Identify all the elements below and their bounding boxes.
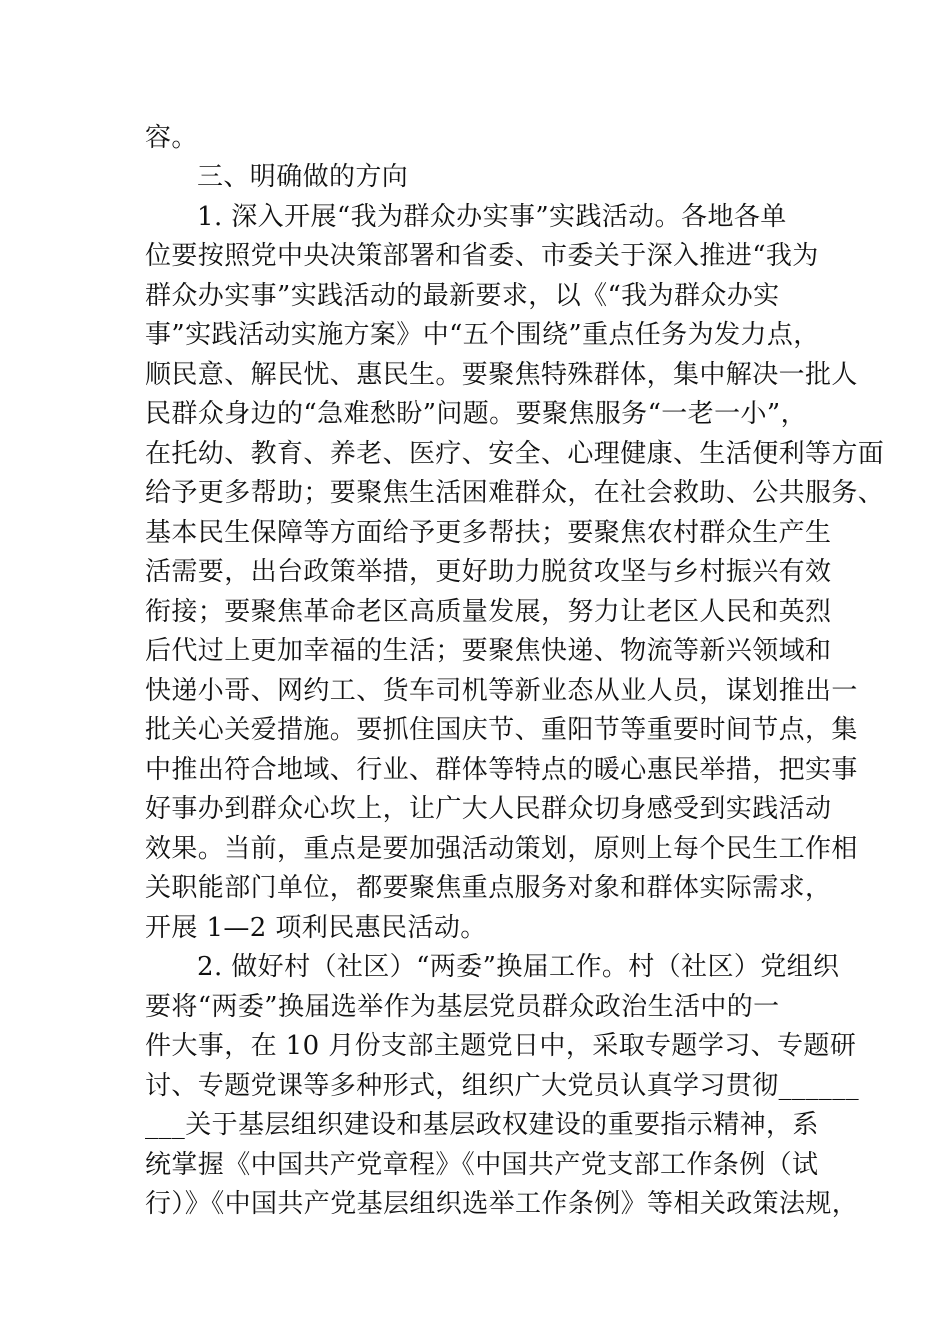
text-line: 容。 — [145, 123, 198, 153]
section-heading: 三、明确做的方向 — [197, 162, 409, 192]
text-line: 行）》《中国共产党基层组织选举工作条例》等相关政策法规， — [145, 1189, 859, 1219]
text-line: ___关于基层组织建设和基层政权建设的重要指示精神，系 — [145, 1110, 819, 1140]
text-line: 活需要，出台政策举措，更好助力脱贫攻坚与乡村振兴有效 — [145, 557, 832, 587]
text-line: 位要按照党中央决策部署和省委、市委关于深入推进“我为 — [145, 241, 819, 271]
text-line: 2. 做好村（社区）“两委”换届工作。村（社区）党组织 — [197, 952, 840, 982]
text-line: 1. 深入开展“我为群众办实事”实践活动。各地各单 — [197, 202, 787, 232]
text-line: 中推出符合地域、行业、群体等特点的暖心惠民举措，把实事 — [145, 755, 858, 785]
text-line: 快递小哥、网约工、货车司机等新业态从业人员，谋划推出一 — [145, 676, 858, 706]
text-line: 基本民生保障等方面给予更多帮扶；要聚焦农村群众生产生 — [145, 518, 832, 548]
text-line: 事”实践活动实施方案》中“五个围绕”重点任务为发力点， — [145, 320, 820, 350]
text-line: 批关心关爱措施。要抓住国庆节、重阳节等重要时间节点，集 — [145, 715, 858, 745]
text-line: 开展 1—2 项利民惠民活动。 — [145, 913, 487, 943]
text-line: 群众办实事”实践活动的最新要求，以《“我为群众办实 — [145, 281, 780, 311]
text-line: 在托幼、教育、养老、医疗、安全、心理健康、生活便利等方面 — [145, 439, 885, 469]
text-line: 顺民意、解民忧、惠民生。要聚焦特殊群体，集中解决一批人 — [145, 360, 858, 390]
text-line: 要将“两委”换届选举作为基层党员群众政治生活中的一 — [145, 992, 780, 1022]
text-line: 统掌握《中国共产党章程》《中国共产党支部工作条例（试 — [145, 1150, 819, 1180]
text-line: 后代过上更加幸福的生活；要聚焦快递、物流等新兴领域和 — [145, 636, 832, 666]
text-line: 讨、专题党课等多种形式，组织广大党员认真学习贯彻______ — [145, 1071, 860, 1101]
text-line: 民群众身边的“急难愁盼”问题。要聚焦服务“一老一小”， — [145, 399, 807, 429]
text-line: 给予更多帮助；要聚焦生活困难群众，在社会救助、公共服务、 — [145, 478, 885, 508]
text-line: 件大事，在 10 月份支部主题党日中，采取专题学习、专题研 — [145, 1031, 857, 1061]
text-line: 效果。当前，重点是要加强活动策划，原则上每个民生工作相 — [145, 834, 858, 864]
text-line: 好事办到群众心坎上，让广大人民群众切身感受到实践活动 — [145, 794, 832, 824]
text-line: 关职能部门单位，都要聚焦重点服务对象和群体实际需求， — [145, 873, 832, 903]
text-line: 衔接；要聚焦革命老区高质量发展，努力让老区人民和英烈 — [145, 597, 832, 627]
